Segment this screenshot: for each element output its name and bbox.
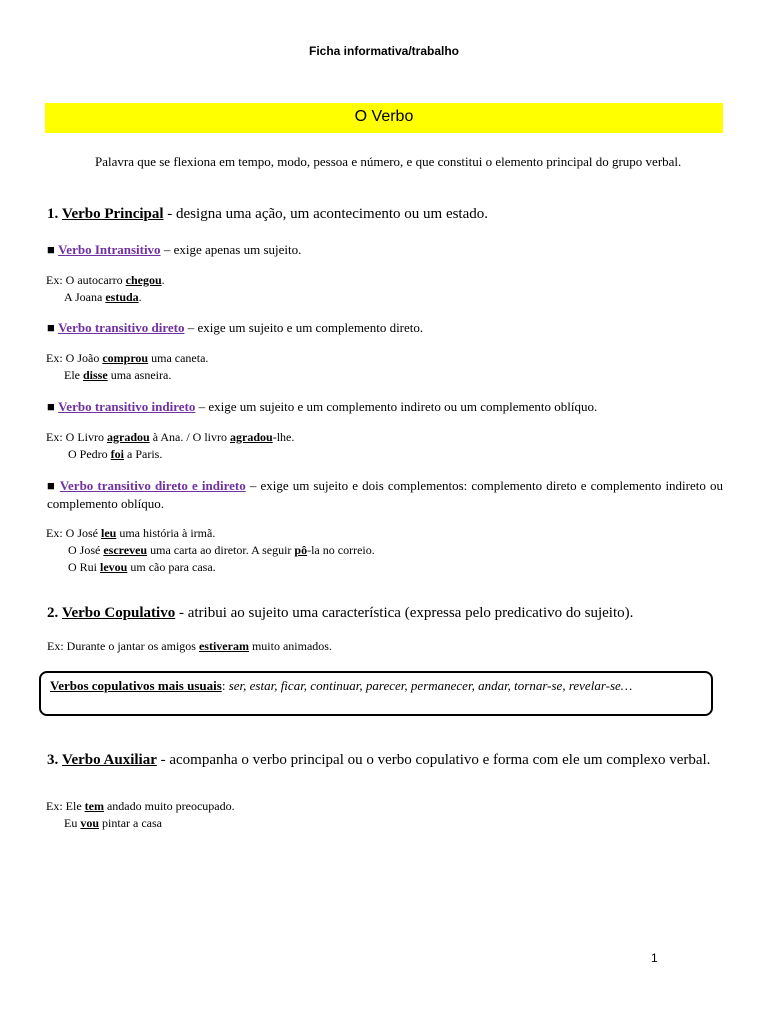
bullet-icon: ■ bbox=[47, 320, 55, 335]
example-verb: agradou bbox=[230, 430, 273, 444]
subsection-description: – exige apenas um sujeito. bbox=[160, 242, 302, 257]
examples-transitivo-indireto bbox=[46, 429, 294, 463]
example-line: O José escreveu uma carta ao diretor. A seguir pô-la no correio. bbox=[68, 543, 375, 557]
example-verb: leu bbox=[101, 526, 117, 540]
page-number: 1 bbox=[651, 951, 658, 965]
example-verb: chegou bbox=[125, 273, 162, 287]
subsection-intransitivo bbox=[47, 241, 723, 259]
bullet-icon: ■ bbox=[47, 242, 55, 257]
note-label: Verbos copulativos mais usuais bbox=[50, 678, 222, 693]
subsection-description: – exige um sujeito e dois complementos: complemento direto e complemento indireto ou complemento oblíquo. bbox=[47, 478, 723, 511]
heading-description: - acompanha o verbo principal ou o verbo copulativo e forma com ele um complexo verbal. bbox=[156, 752, 711, 768]
example-verb: agradou bbox=[107, 430, 150, 444]
copulative-verbs-note: Verbos copulativos mais usuais: ser, estar, ficar, continuar, parecer, permanecer, andar, tornar-se, revelar-se… bbox=[39, 671, 713, 716]
example-line: A Joana estuda. bbox=[64, 290, 142, 304]
example-verb: disse bbox=[83, 368, 108, 382]
heading-description: - designa uma ação, um acontecimento ou um estado. bbox=[163, 206, 489, 222]
document-header: Ficha informativa/trabalho bbox=[308, 44, 460, 58]
subsection-label: Verbo transitivo indireto bbox=[58, 399, 196, 414]
subsection-transitivo-direto-indireto bbox=[47, 477, 723, 513]
subsection-label: Verbo transitivo direto e indireto bbox=[59, 478, 246, 493]
section-title: O Verbo bbox=[354, 108, 414, 125]
examples-transitivo-direto-indireto bbox=[46, 525, 375, 576]
subsection-description: – exige um sujeito e um complemento direto. bbox=[184, 320, 424, 335]
example-verb: escreveu bbox=[103, 543, 148, 557]
example-line: Ex: O autocarro chegou. bbox=[46, 273, 165, 287]
examples-auxiliar bbox=[46, 798, 235, 832]
section-title-bar bbox=[45, 103, 723, 133]
example-line: Ex: O José leu uma história à irmã. bbox=[46, 526, 216, 540]
subsection-transitivo-direto bbox=[47, 319, 723, 337]
bullet-icon: ■ bbox=[47, 399, 55, 414]
heading-verbo-principal bbox=[47, 206, 723, 223]
example-verb: comprou bbox=[102, 351, 149, 365]
example-verb: pô bbox=[294, 543, 308, 557]
subsection-label: Verbo Intransitivo bbox=[58, 242, 161, 257]
heading-number: 2. bbox=[47, 605, 59, 621]
heading-number: 3. bbox=[47, 752, 59, 768]
example-verb: estiveram bbox=[198, 639, 249, 653]
example-line: Ele disse uma asneira. bbox=[64, 368, 172, 382]
example-verb: estuda bbox=[105, 290, 139, 304]
example-line: O Rui levou um cão para casa. bbox=[68, 560, 216, 574]
heading-verbo-auxiliar bbox=[47, 751, 723, 770]
examples-transitivo-direto bbox=[46, 350, 208, 384]
example-line: Ex: O Livro agradou à Ana. / O livro agradou-lhe. bbox=[46, 430, 295, 444]
subsection-label: Verbo transitivo direto bbox=[58, 320, 185, 335]
heading-label: Verbo Principal bbox=[62, 206, 164, 222]
bullet-icon: ■ bbox=[47, 478, 56, 493]
example-verb: foi bbox=[110, 447, 125, 461]
example-line: O Pedro foi a Paris. bbox=[68, 447, 163, 461]
heading-label: Verbo Auxiliar bbox=[62, 752, 157, 768]
heading-label: Verbo Copulativo bbox=[62, 605, 176, 621]
example-line: Eu vou pintar a casa bbox=[64, 816, 162, 830]
example-verb: vou bbox=[80, 816, 100, 830]
heading-description: - atribui ao sujeito uma característica (expressa pelo predicativo do sujeito). bbox=[175, 605, 634, 621]
subsection-description: – exige um sujeito e um complemento indireto ou um complemento oblíquo. bbox=[195, 399, 598, 414]
heading-verbo-copulativo bbox=[47, 605, 723, 622]
intro-paragraph: Palavra que se flexiona em tempo, modo, pessoa e número, e que constitui o elemento principal do grupo verbal. bbox=[95, 154, 682, 169]
note-list: ser, estar, ficar, continuar, parecer, permanecer, andar, tornar-se, revelar-se… bbox=[228, 678, 633, 693]
example-verb: levou bbox=[100, 560, 128, 574]
heading-number: 1. bbox=[47, 206, 59, 222]
example-line: Ex: Ele tem andado muito preocupado. bbox=[46, 799, 235, 813]
example-verb: tem bbox=[84, 799, 104, 813]
examples-intransitivo bbox=[46, 272, 165, 306]
example-copulativo: Ex: Durante o jantar os amigos estiveram muito animados. bbox=[47, 639, 332, 653]
subsection-transitivo-indireto bbox=[47, 398, 723, 416]
example-line: Ex: O João comprou uma caneta. bbox=[46, 351, 209, 365]
